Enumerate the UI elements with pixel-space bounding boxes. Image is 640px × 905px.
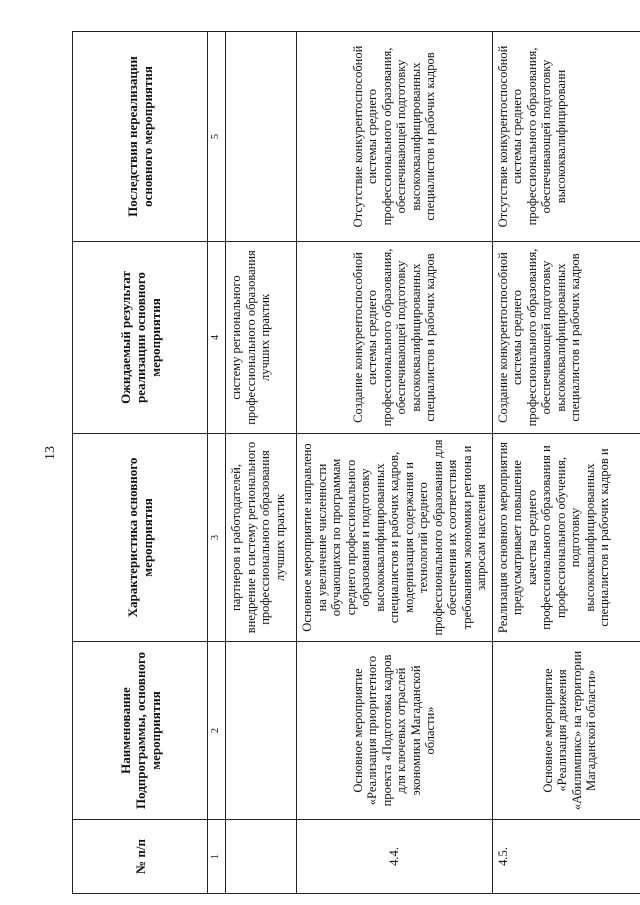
column-number: 5 [208, 32, 226, 242]
table-canvas [72, 32, 627, 894]
header-row [73, 32, 208, 894]
column-number: 3 [208, 434, 226, 642]
row-name [226, 642, 297, 820]
rotated-table-area [72, 32, 627, 894]
row-name: Основное мероприятие «Реализация приоритетного проекта «Подготовка кадров для ключевых отраслей экономики Магаданской области» [297, 642, 493, 820]
header-num: № п/п [73, 820, 208, 894]
table-row [297, 32, 493, 894]
table-row [492, 32, 640, 894]
page-number: 13 [43, 446, 58, 460]
header-characteristic: Характеристика основного мероприятия [73, 434, 208, 642]
column-number: 4 [208, 242, 226, 434]
column-number: 2 [208, 642, 226, 820]
row-num [226, 820, 297, 894]
row-expected: Создание конкурентоспособной системы среднего профессионального образования, обеспечивающей подготовку высококвалифицированных специалистов и рабочих кадров [492, 242, 640, 434]
row-characteristic: партнеров и работодателей, внедрение в систему регионального профессионального образования лучших практик [226, 434, 297, 642]
row-expected: Создание конкурентоспособной системы среднего профессионального образования, обеспечивающей подготовку высококвалифицированных специалистов и рабочих кадров [297, 242, 493, 434]
row-consequences: Отсутствие конкурентоспособной системы среднего профессионального образования, обеспечивающей подготовку высококвалифицированн [492, 32, 640, 242]
header-consequences: Последствия нереализации основного мероприятия [73, 32, 208, 242]
column-number-row [208, 32, 226, 894]
table-row [226, 32, 297, 894]
row-num: 4.4. [297, 820, 493, 894]
header-expected: Ожидаемый результат реализации основного мероприятия [73, 242, 208, 434]
row-characteristic: Реализация основного мероприятия предусматривает повышение качества среднего профессионального образования и профессионального обучения, подготовку высококвалифицированных специалистов и рабочих кадров и [492, 434, 640, 642]
row-characteristic: Основное мероприятие направлено на увеличение численности обучающихся по программам среднего профессионального образования и подготовку высококвалифицированных специалистов и рабочих кадров, модернизация содержания и технологий среднего профессионального образования для обеспечения их соответствия требованиям экономики региона и запросам населения [297, 434, 493, 642]
row-consequences [226, 32, 297, 242]
row-num: 4.5. [492, 820, 640, 894]
row-expected: систему регионального профессионального образования лучших практик [226, 242, 297, 434]
program-table [72, 31, 640, 894]
row-name: Основное мероприятие «Реализация движения «Абилимпикс» на территории Магаданской области» [492, 642, 640, 820]
header-name: Наименование Подпрограммы, основного мероприятия [73, 642, 208, 820]
row-consequences: Отсутствие конкурентоспособной системы среднего профессионального образования, обеспечивающей подготовку высококвалифицированных специалистов и рабочих кадров [297, 32, 493, 242]
column-number: 1 [208, 820, 226, 894]
